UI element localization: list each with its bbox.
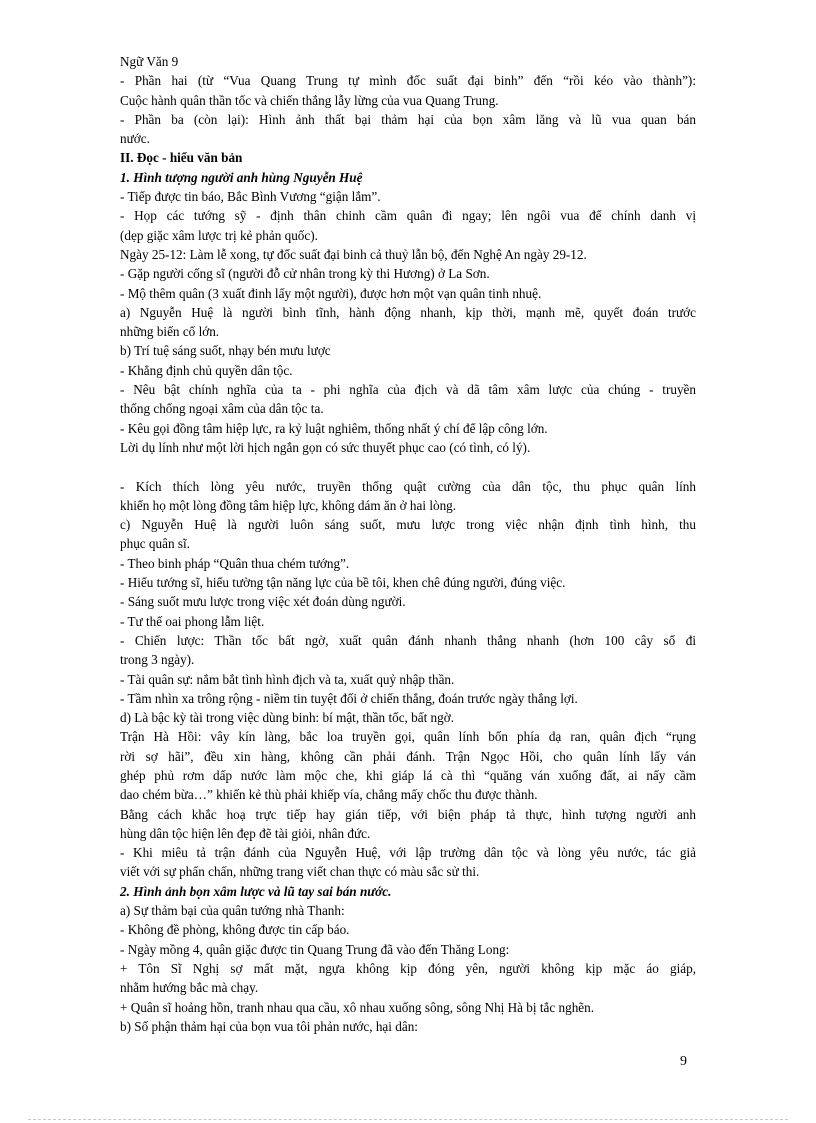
text-line: ghép phủ rơm dấp nước làm mộc che, khi giáp lá cà thì “quăng ván xuống đất, ai nấy cầm — [120, 767, 696, 783]
blank-line — [120, 457, 696, 476]
text-line: d) Là bậc kỳ tài trong việc dùng binh: bí mật, thần tốc, bất ngờ. — [120, 710, 455, 726]
page-header: Ngữ Văn 9 — [120, 54, 179, 69]
text-line: - Nêu bật chính nghĩa của ta - phi nghĩa của địch và dã tâm xâm lược của chúng - truyền — [120, 382, 696, 398]
text-line: a) Sự thảm bại của quân tướng nhà Thanh: — [120, 903, 345, 919]
text-line: + Tôn Sĩ Nghị sợ mất mặt, ngựa không kịp đóng yên, người không kịp mặc áo giáp, — [120, 960, 696, 976]
text-line: - Khẳng định chủ quyền dân tộc. — [120, 362, 293, 378]
text-line: - Sáng suốt mưu lược trong việc xét đoán dùng người. — [120, 594, 406, 610]
text-line: rời sợ hãi”, đều xin hàng, không cần phải đánh. Trận Ngọc Hồi, cho quân lính lấy ván — [120, 748, 696, 764]
text-line: phục quân sĩ. — [120, 536, 190, 552]
text-line: - Tư thế oai phong lẫm liệt. — [120, 613, 265, 629]
text-line: - Mộ thêm quân (3 xuất đinh lấy một người), được hơn một vạn quân tinh nhuệ. — [120, 285, 542, 301]
section-heading: II. Đọc - hiểu văn bản — [120, 150, 243, 166]
text-line: những biến cố lớn. — [120, 324, 220, 340]
text-line: hùng dân tộc hiện lên đẹp đẽ tài giỏi, nhân đức. — [120, 825, 371, 841]
text-line: - Kích thích lòng yêu nước, truyền thống quật cường của dân tộc, thu phục quân lính — [120, 478, 696, 494]
text-line: nước. — [120, 131, 150, 147]
text-line: - Tầm nhìn xa trông rộng - niềm tin tuyệt đối ở chiến thắng, đoán trước ngày thắng lợi. — [120, 690, 578, 706]
text-line: Lời dụ lính như một lời hịch ngắn gọn có sức thuyết phục cao (có tình, có lý). — [120, 439, 531, 455]
text-line: + Quân sĩ hoảng hồn, tranh nhau qua cầu, xô nhau xuống sông, sông Nhị Hà bị tắc nghẽn. — [120, 999, 595, 1015]
text-line: - Tiếp được tin báo, Bắc Bình Vương “giận lắm”. — [120, 189, 381, 205]
subsection-heading: 1. Hình tượng người anh hùng Nguyễn Huệ — [120, 169, 363, 185]
text-line: thống chống ngoại xâm của dân tộc ta. — [120, 401, 324, 417]
text-line: dao chém bừa…” khiến kẻ thù phải khiếp vía, chẳng mấy chốc thu được thành. — [120, 787, 538, 803]
text-line: b) Trí tuệ sáng suốt, nhạy bén mưu lược — [120, 343, 331, 359]
text-line: (dẹp giặc xâm lược trị kẻ phản quốc). — [120, 227, 318, 243]
document-page — [120, 52, 696, 1036]
text-line: b) Số phận thảm hại của bọn vua tôi phản nước, hại dân: — [120, 1018, 418, 1034]
text-line: - Phần hai (từ “Vua Quang Trung tự mình đốc suất đại binh” đến “rồi kéo vào thành”): — [120, 73, 696, 89]
text-line: - Hiểu tướng sĩ, hiểu tường tận năng lực của bề tôi, khen chê đúng người, đúng việc. — [120, 575, 566, 591]
text-line: - Gặp người cống sĩ (người đỗ cử nhân trong kỳ thi Hương) ở La Sơn. — [120, 266, 490, 282]
text-line: Cuộc hành quân thần tốc và chiến thắng lẫy lừng của vua Quang Trung. — [120, 92, 499, 108]
text-line: - Tài quân sự: nắm bắt tình hình địch và ta, xuất quỷ nhập thần. — [120, 671, 455, 687]
text-line: - Chiến lược: Thần tốc bất ngờ, xuất quân đánh nhanh thắng nhanh (hơn 100 cây số đi — [120, 632, 696, 648]
text-line: - Khi miêu tả trận đánh của Nguyễn Huệ, với lập trường dân tộc và lòng yêu nước, tác giả — [120, 845, 696, 861]
text-line: - Kêu gọi đồng tâm hiệp lực, ra kỷ luật nghiêm, thống nhất ý chí để lập công lớn. — [120, 420, 548, 436]
subsection-heading: 2. Hình ảnh bọn xâm lược và lũ tay sai bán nước. — [120, 883, 392, 899]
text-line: nhằm hướng bắc mà chạy. — [120, 980, 259, 996]
text-line: a) Nguyễn Huệ là người bình tĩnh, hành động nhanh, kịp thời, mạnh mẽ, quyết đoán trước — [120, 304, 696, 320]
text-line: - Ngày mồng 4, quân giặc được tin Quang Trung đã vào đến Thăng Long: — [120, 941, 510, 957]
page-bottom-divider — [28, 1119, 788, 1120]
document-body — [120, 71, 696, 1036]
text-line: trong 3 ngày). — [120, 652, 195, 668]
text-line: - Không đề phòng, không được tin cấp báo. — [120, 922, 350, 938]
text-line: khiến họ một lòng đồng tâm hiệp lực, không dám ăn ở hai lòng. — [120, 497, 457, 513]
text-line: c) Nguyễn Huệ là người luôn sáng suốt, mưu lược trong việc nhận định tình hình, thu — [120, 517, 696, 533]
text-line: viết với sự phấn chấn, những trang viết chan thực có màu sắc sử thi. — [120, 864, 480, 880]
text-line: - Theo binh pháp “Quân thua chém tướng”. — [120, 555, 350, 571]
text-line: Ngày 25-12: Làm lễ xong, tự đốc suất đại binh cả thuỷ lẫn bộ, đến Nghệ An ngày 29-12. — [120, 246, 587, 262]
text-line: Bằng cách khắc hoạ trực tiếp hay gián tiếp, với biện pháp tả thực, hình tượng người anh — [120, 806, 696, 822]
text-line: - Phần ba (còn lại): Hình ảnh thất bại thảm hại của bọn xâm lăng và lũ vua quan bán — [120, 111, 696, 127]
text-line: - Họp các tướng sỹ - định thân chinh cầm quân đi ngay; lên ngôi vua để chính danh vị — [120, 208, 696, 224]
page-number: 9 — [680, 1054, 687, 1069]
text-line: Trận Hà Hồi: vây kín làng, bắc loa truyền gọi, quân lính bốn phía dạ ran, quân địch “rụng — [120, 729, 696, 745]
